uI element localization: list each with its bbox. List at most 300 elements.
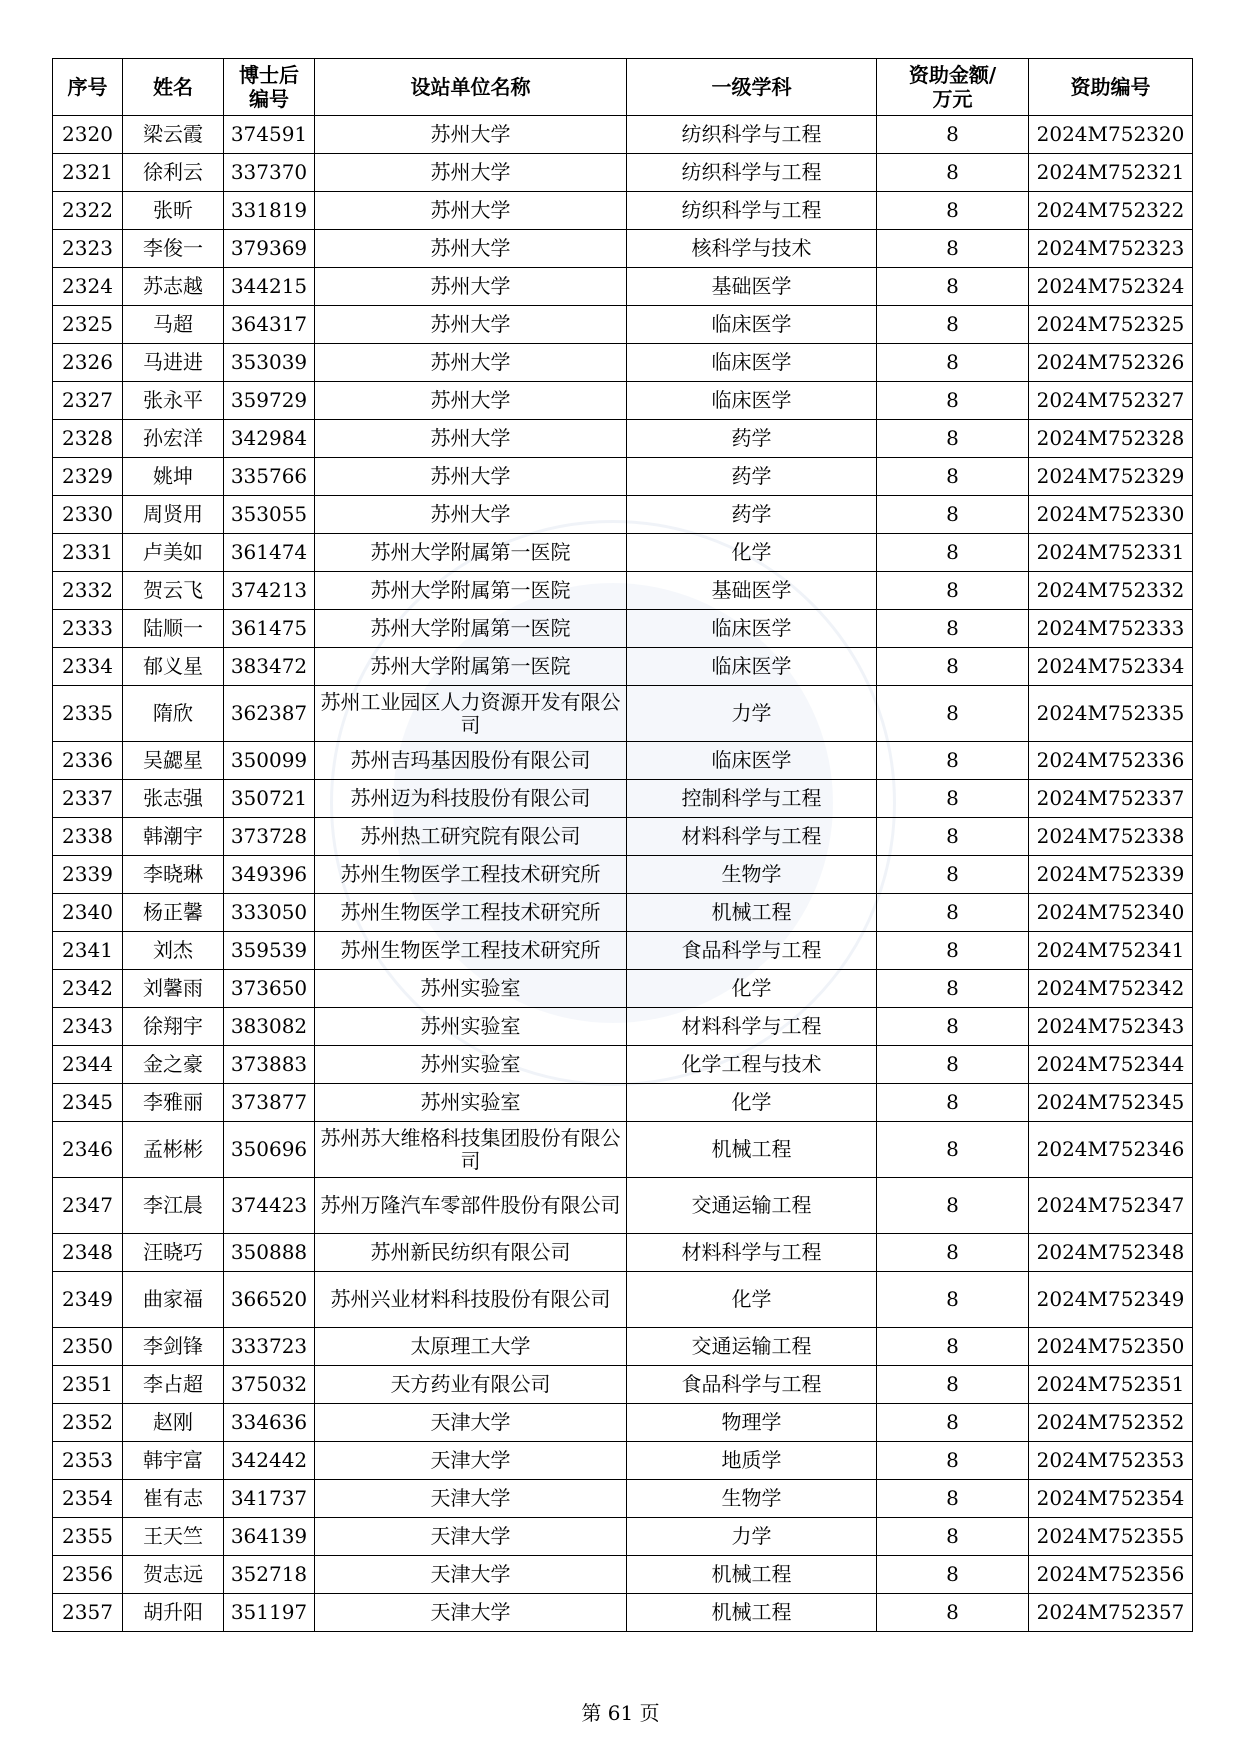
cell-institution: 苏州工业园区人力资源开发有限公司 — [315, 686, 627, 742]
cell-institution: 苏州大学 — [315, 458, 627, 496]
cell-name: 刘馨雨 — [123, 970, 224, 1008]
cell-postdoc-id: 374213 — [224, 572, 315, 610]
table-row — [53, 496, 1193, 534]
cell-institution: 天津大学 — [315, 1518, 627, 1556]
cell-name: 汪晓巧 — [123, 1234, 224, 1272]
table-row — [53, 686, 1193, 742]
cell-grant-id: 2024M752346 — [1029, 1122, 1193, 1178]
cell-discipline: 纺织科学与工程 — [627, 192, 877, 230]
cell-name: 孟彬彬 — [123, 1122, 224, 1178]
cell-postdoc-id: 375032 — [224, 1366, 315, 1404]
cell-discipline: 材料科学与工程 — [627, 818, 877, 856]
cell-postdoc-id: 341737 — [224, 1480, 315, 1518]
cell-grant-id: 2024M752320 — [1029, 116, 1193, 154]
cell-discipline: 机械工程 — [627, 1122, 877, 1178]
cell-name: 马超 — [123, 306, 224, 344]
cell-seq: 2357 — [53, 1594, 123, 1632]
cell-grant-id: 2024M752354 — [1029, 1480, 1193, 1518]
cell-discipline: 材料科学与工程 — [627, 1008, 877, 1046]
cell-institution: 苏州苏大维格科技集团股份有限公司 — [315, 1122, 627, 1178]
cell-seq: 2327 — [53, 382, 123, 420]
table-row — [53, 610, 1193, 648]
cell-grant-id: 2024M752333 — [1029, 610, 1193, 648]
table-row — [53, 742, 1193, 780]
header-seq: 序号 — [53, 59, 123, 116]
cell-seq: 2355 — [53, 1518, 123, 1556]
table-row — [53, 116, 1193, 154]
cell-name: 金之豪 — [123, 1046, 224, 1084]
cell-amount: 8 — [877, 1046, 1029, 1084]
cell-grant-id: 2024M752349 — [1029, 1272, 1193, 1328]
table-row — [53, 1084, 1193, 1122]
cell-grant-id: 2024M752341 — [1029, 932, 1193, 970]
cell-institution: 苏州大学 — [315, 420, 627, 458]
table-row — [53, 1008, 1193, 1046]
cell-name: 韩潮宇 — [123, 818, 224, 856]
cell-grant-id: 2024M752350 — [1029, 1328, 1193, 1366]
cell-institution: 苏州万隆汽车零部件股份有限公司 — [315, 1178, 627, 1234]
table-row — [53, 1480, 1193, 1518]
cell-seq: 2328 — [53, 420, 123, 458]
cell-grant-id: 2024M752339 — [1029, 856, 1193, 894]
cell-grant-id: 2024M752352 — [1029, 1404, 1193, 1442]
table-row — [53, 1404, 1193, 1442]
cell-seq: 2331 — [53, 534, 123, 572]
cell-grant-id: 2024M752344 — [1029, 1046, 1193, 1084]
table-row — [53, 344, 1193, 382]
cell-postdoc-id: 362387 — [224, 686, 315, 742]
table-row — [53, 1366, 1193, 1404]
cell-seq: 2345 — [53, 1084, 123, 1122]
cell-amount: 8 — [877, 1518, 1029, 1556]
cell-discipline: 临床医学 — [627, 742, 877, 780]
cell-discipline: 药学 — [627, 458, 877, 496]
cell-discipline: 临床医学 — [627, 306, 877, 344]
cell-grant-id: 2024M752329 — [1029, 458, 1193, 496]
cell-amount: 8 — [877, 780, 1029, 818]
cell-institution: 天津大学 — [315, 1442, 627, 1480]
cell-seq: 2330 — [53, 496, 123, 534]
cell-postdoc-id: 379369 — [224, 230, 315, 268]
cell-seq: 2354 — [53, 1480, 123, 1518]
header-postdoc-id: 博士后 编号 — [224, 59, 315, 116]
cell-amount: 8 — [877, 306, 1029, 344]
cell-seq: 2347 — [53, 1178, 123, 1234]
cell-postdoc-id: 366520 — [224, 1272, 315, 1328]
header-name: 姓名 — [123, 59, 224, 116]
cell-postdoc-id: 333050 — [224, 894, 315, 932]
cell-institution: 苏州新民纺织有限公司 — [315, 1234, 627, 1272]
table-row — [53, 268, 1193, 306]
cell-postdoc-id: 364139 — [224, 1518, 315, 1556]
cell-institution: 苏州大学附属第一医院 — [315, 610, 627, 648]
cell-seq: 2320 — [53, 116, 123, 154]
cell-seq: 2343 — [53, 1008, 123, 1046]
cell-postdoc-id: 350888 — [224, 1234, 315, 1272]
cell-seq: 2332 — [53, 572, 123, 610]
cell-discipline: 机械工程 — [627, 894, 877, 932]
cell-seq: 2339 — [53, 856, 123, 894]
cell-amount: 8 — [877, 230, 1029, 268]
cell-seq: 2341 — [53, 932, 123, 970]
cell-grant-id: 2024M752327 — [1029, 382, 1193, 420]
cell-amount: 8 — [877, 458, 1029, 496]
funding-table — [52, 58, 1193, 1632]
cell-amount: 8 — [877, 116, 1029, 154]
cell-discipline: 力学 — [627, 686, 877, 742]
table-row — [53, 1272, 1193, 1328]
cell-discipline: 临床医学 — [627, 382, 877, 420]
cell-amount: 8 — [877, 1084, 1029, 1122]
cell-institution: 苏州迈为科技股份有限公司 — [315, 780, 627, 818]
cell-name: 孙宏洋 — [123, 420, 224, 458]
cell-amount: 8 — [877, 970, 1029, 1008]
table-row — [53, 420, 1193, 458]
cell-amount: 8 — [877, 1234, 1029, 1272]
cell-discipline: 核科学与技术 — [627, 230, 877, 268]
cell-seq: 2334 — [53, 648, 123, 686]
table-row — [53, 1046, 1193, 1084]
cell-amount: 8 — [877, 1008, 1029, 1046]
cell-name: 李俊一 — [123, 230, 224, 268]
cell-discipline: 化学 — [627, 1084, 877, 1122]
table-row — [53, 154, 1193, 192]
cell-institution: 苏州大学附属第一医院 — [315, 534, 627, 572]
cell-institution: 苏州热工研究院有限公司 — [315, 818, 627, 856]
cell-amount: 8 — [877, 1122, 1029, 1178]
cell-amount: 8 — [877, 648, 1029, 686]
table-row — [53, 648, 1193, 686]
cell-institution: 太原理工大学 — [315, 1328, 627, 1366]
cell-name: 李雅丽 — [123, 1084, 224, 1122]
cell-name: 李占超 — [123, 1366, 224, 1404]
cell-amount: 8 — [877, 268, 1029, 306]
cell-amount: 8 — [877, 382, 1029, 420]
cell-discipline: 纺织科学与工程 — [627, 116, 877, 154]
cell-amount: 8 — [877, 1442, 1029, 1480]
cell-discipline: 食品科学与工程 — [627, 1366, 877, 1404]
cell-amount: 8 — [877, 742, 1029, 780]
cell-seq: 2326 — [53, 344, 123, 382]
cell-amount: 8 — [877, 420, 1029, 458]
cell-postdoc-id: 383082 — [224, 1008, 315, 1046]
cell-institution: 天津大学 — [315, 1594, 627, 1632]
cell-grant-id: 2024M752347 — [1029, 1178, 1193, 1234]
cell-discipline: 地质学 — [627, 1442, 877, 1480]
table-row — [53, 1122, 1193, 1178]
cell-grant-id: 2024M752356 — [1029, 1556, 1193, 1594]
cell-grant-id: 2024M752321 — [1029, 154, 1193, 192]
cell-postdoc-id: 373877 — [224, 1084, 315, 1122]
cell-institution: 苏州实验室 — [315, 1008, 627, 1046]
cell-discipline: 生物学 — [627, 1480, 877, 1518]
cell-institution: 苏州大学 — [315, 230, 627, 268]
cell-grant-id: 2024M752345 — [1029, 1084, 1193, 1122]
cell-grant-id: 2024M752343 — [1029, 1008, 1193, 1046]
cell-seq: 2352 — [53, 1404, 123, 1442]
cell-institution: 苏州生物医学工程技术研究所 — [315, 856, 627, 894]
cell-institution: 苏州兴业材料科技股份有限公司 — [315, 1272, 627, 1328]
cell-amount: 8 — [877, 534, 1029, 572]
cell-seq: 2337 — [53, 780, 123, 818]
cell-name: 曲家福 — [123, 1272, 224, 1328]
table-row — [53, 1178, 1193, 1234]
cell-name: 陆顺一 — [123, 610, 224, 648]
table-row — [53, 1556, 1193, 1594]
cell-name: 李晓琳 — [123, 856, 224, 894]
table-row — [53, 534, 1193, 572]
cell-postdoc-id: 383472 — [224, 648, 315, 686]
cell-institution: 苏州大学 — [315, 306, 627, 344]
cell-postdoc-id: 364317 — [224, 306, 315, 344]
cell-grant-id: 2024M752355 — [1029, 1518, 1193, 1556]
cell-grant-id: 2024M752334 — [1029, 648, 1193, 686]
cell-name: 李剑锋 — [123, 1328, 224, 1366]
cell-name: 苏志越 — [123, 268, 224, 306]
cell-seq: 2324 — [53, 268, 123, 306]
cell-postdoc-id: 331819 — [224, 192, 315, 230]
cell-grant-id: 2024M752332 — [1029, 572, 1193, 610]
cell-grant-id: 2024M752338 — [1029, 818, 1193, 856]
cell-discipline: 生物学 — [627, 856, 877, 894]
cell-grant-id: 2024M752322 — [1029, 192, 1193, 230]
cell-name: 杨正馨 — [123, 894, 224, 932]
cell-seq: 2342 — [53, 970, 123, 1008]
cell-postdoc-id: 333723 — [224, 1328, 315, 1366]
cell-discipline: 食品科学与工程 — [627, 932, 877, 970]
cell-seq: 2323 — [53, 230, 123, 268]
header-discipline: 一级学科 — [627, 59, 877, 116]
cell-amount: 8 — [877, 344, 1029, 382]
cell-discipline: 力学 — [627, 1518, 877, 1556]
cell-postdoc-id: 373728 — [224, 818, 315, 856]
cell-institution: 天方药业有限公司 — [315, 1366, 627, 1404]
cell-name: 姚坤 — [123, 458, 224, 496]
cell-institution: 苏州大学 — [315, 268, 627, 306]
cell-name: 李江晨 — [123, 1178, 224, 1234]
cell-seq: 2336 — [53, 742, 123, 780]
cell-grant-id: 2024M752353 — [1029, 1442, 1193, 1480]
cell-grant-id: 2024M752348 — [1029, 1234, 1193, 1272]
cell-grant-id: 2024M752324 — [1029, 268, 1193, 306]
cell-amount: 8 — [877, 1328, 1029, 1366]
cell-discipline: 机械工程 — [627, 1594, 877, 1632]
cell-amount: 8 — [877, 572, 1029, 610]
cell-name: 张永平 — [123, 382, 224, 420]
cell-amount: 8 — [877, 1366, 1029, 1404]
cell-name: 王天竺 — [123, 1518, 224, 1556]
cell-seq: 2335 — [53, 686, 123, 742]
cell-institution: 苏州实验室 — [315, 970, 627, 1008]
cell-postdoc-id: 337370 — [224, 154, 315, 192]
table-body — [53, 116, 1193, 1632]
cell-discipline: 控制科学与工程 — [627, 780, 877, 818]
cell-seq: 2322 — [53, 192, 123, 230]
cell-seq: 2348 — [53, 1234, 123, 1272]
cell-postdoc-id: 361474 — [224, 534, 315, 572]
cell-amount: 8 — [877, 818, 1029, 856]
cell-seq: 2333 — [53, 610, 123, 648]
cell-postdoc-id: 342984 — [224, 420, 315, 458]
table-row — [53, 818, 1193, 856]
cell-institution: 苏州大学 — [315, 154, 627, 192]
cell-grant-id: 2024M752323 — [1029, 230, 1193, 268]
cell-seq: 2321 — [53, 154, 123, 192]
table-row — [53, 1594, 1193, 1632]
cell-postdoc-id: 373883 — [224, 1046, 315, 1084]
cell-postdoc-id: 335766 — [224, 458, 315, 496]
cell-postdoc-id: 344215 — [224, 268, 315, 306]
cell-institution: 苏州实验室 — [315, 1046, 627, 1084]
cell-institution: 天津大学 — [315, 1556, 627, 1594]
cell-seq: 2340 — [53, 894, 123, 932]
cell-institution: 苏州大学 — [315, 382, 627, 420]
cell-amount: 8 — [877, 686, 1029, 742]
cell-postdoc-id: 353039 — [224, 344, 315, 382]
cell-name: 徐翔宇 — [123, 1008, 224, 1046]
cell-postdoc-id: 342442 — [224, 1442, 315, 1480]
cell-name: 崔有志 — [123, 1480, 224, 1518]
table-header-row — [53, 59, 1193, 116]
cell-amount: 8 — [877, 856, 1029, 894]
table-row — [53, 458, 1193, 496]
cell-grant-id: 2024M752331 — [1029, 534, 1193, 572]
table-row — [53, 932, 1193, 970]
cell-amount: 8 — [877, 610, 1029, 648]
cell-discipline: 化学工程与技术 — [627, 1046, 877, 1084]
cell-institution: 天津大学 — [315, 1404, 627, 1442]
cell-seq: 2346 — [53, 1122, 123, 1178]
cell-name: 张昕 — [123, 192, 224, 230]
cell-grant-id: 2024M752328 — [1029, 420, 1193, 458]
cell-seq: 2351 — [53, 1366, 123, 1404]
cell-grant-id: 2024M752342 — [1029, 970, 1193, 1008]
cell-postdoc-id: 353055 — [224, 496, 315, 534]
cell-discipline: 药学 — [627, 420, 877, 458]
cell-name: 赵刚 — [123, 1404, 224, 1442]
table-row — [53, 1442, 1193, 1480]
cell-institution: 苏州吉玛基因股份有限公司 — [315, 742, 627, 780]
cell-discipline: 基础医学 — [627, 572, 877, 610]
cell-amount: 8 — [877, 154, 1029, 192]
cell-name: 胡升阳 — [123, 1594, 224, 1632]
cell-grant-id: 2024M752326 — [1029, 344, 1193, 382]
cell-grant-id: 2024M752351 — [1029, 1366, 1193, 1404]
cell-postdoc-id: 350721 — [224, 780, 315, 818]
cell-discipline: 药学 — [627, 496, 877, 534]
cell-institution: 苏州生物医学工程技术研究所 — [315, 932, 627, 970]
table-row — [53, 572, 1193, 610]
cell-seq: 2356 — [53, 1556, 123, 1594]
cell-amount: 8 — [877, 1480, 1029, 1518]
cell-amount: 8 — [877, 1272, 1029, 1328]
cell-institution: 苏州大学 — [315, 496, 627, 534]
cell-postdoc-id: 352718 — [224, 1556, 315, 1594]
cell-postdoc-id: 350696 — [224, 1122, 315, 1178]
cell-amount: 8 — [877, 1404, 1029, 1442]
cell-grant-id: 2024M752325 — [1029, 306, 1193, 344]
cell-name: 周贤用 — [123, 496, 224, 534]
table-row — [53, 230, 1193, 268]
cell-postdoc-id: 334636 — [224, 1404, 315, 1442]
cell-institution: 苏州大学 — [315, 192, 627, 230]
table-row — [53, 1328, 1193, 1366]
cell-postdoc-id: 350099 — [224, 742, 315, 780]
cell-name: 吴勰星 — [123, 742, 224, 780]
cell-amount: 8 — [877, 1594, 1029, 1632]
cell-institution: 天津大学 — [315, 1480, 627, 1518]
cell-institution: 苏州生物医学工程技术研究所 — [315, 894, 627, 932]
table-row — [53, 894, 1193, 932]
cell-name: 贺云飞 — [123, 572, 224, 610]
cell-grant-id: 2024M752337 — [1029, 780, 1193, 818]
cell-amount: 8 — [877, 192, 1029, 230]
cell-postdoc-id: 374423 — [224, 1178, 315, 1234]
cell-discipline: 基础医学 — [627, 268, 877, 306]
cell-seq: 2353 — [53, 1442, 123, 1480]
cell-name: 刘杰 — [123, 932, 224, 970]
cell-postdoc-id: 374591 — [224, 116, 315, 154]
cell-seq: 2325 — [53, 306, 123, 344]
cell-seq: 2350 — [53, 1328, 123, 1366]
cell-grant-id: 2024M752340 — [1029, 894, 1193, 932]
cell-grant-id: 2024M752357 — [1029, 1594, 1193, 1632]
cell-seq: 2344 — [53, 1046, 123, 1084]
cell-name: 徐利云 — [123, 154, 224, 192]
cell-name: 卢美如 — [123, 534, 224, 572]
cell-discipline: 临床医学 — [627, 610, 877, 648]
cell-grant-id: 2024M752335 — [1029, 686, 1193, 742]
cell-seq: 2338 — [53, 818, 123, 856]
cell-amount: 8 — [877, 496, 1029, 534]
table-row — [53, 192, 1193, 230]
cell-discipline: 机械工程 — [627, 1556, 877, 1594]
cell-postdoc-id: 359539 — [224, 932, 315, 970]
cell-seq: 2349 — [53, 1272, 123, 1328]
cell-amount: 8 — [877, 894, 1029, 932]
cell-discipline: 临床医学 — [627, 648, 877, 686]
table-row — [53, 780, 1193, 818]
cell-seq: 2329 — [53, 458, 123, 496]
cell-name: 韩宇富 — [123, 1442, 224, 1480]
cell-discipline: 交通运输工程 — [627, 1178, 877, 1234]
page-number: 第 61 页 — [581, 1701, 660, 1725]
cell-postdoc-id: 359729 — [224, 382, 315, 420]
cell-grant-id: 2024M752336 — [1029, 742, 1193, 780]
header-amount: 资助金额/ 万元 — [877, 59, 1029, 116]
cell-name: 张志强 — [123, 780, 224, 818]
table-row — [53, 1518, 1193, 1556]
cell-postdoc-id: 351197 — [224, 1594, 315, 1632]
cell-amount: 8 — [877, 1556, 1029, 1594]
cell-institution: 苏州实验室 — [315, 1084, 627, 1122]
cell-institution: 苏州大学附属第一医院 — [315, 572, 627, 610]
cell-name: 郁义星 — [123, 648, 224, 686]
cell-name: 隋欣 — [123, 686, 224, 742]
table-row — [53, 1234, 1193, 1272]
cell-postdoc-id: 361475 — [224, 610, 315, 648]
header-grant-id: 资助编号 — [1029, 59, 1193, 116]
cell-discipline: 化学 — [627, 970, 877, 1008]
cell-discipline: 临床医学 — [627, 344, 877, 382]
cell-name: 梁云霞 — [123, 116, 224, 154]
cell-grant-id: 2024M752330 — [1029, 496, 1193, 534]
cell-discipline: 材料科学与工程 — [627, 1234, 877, 1272]
cell-institution: 苏州大学附属第一医院 — [315, 648, 627, 686]
cell-postdoc-id: 373650 — [224, 970, 315, 1008]
header-institution: 设站单位名称 — [315, 59, 627, 116]
table-row — [53, 970, 1193, 1008]
